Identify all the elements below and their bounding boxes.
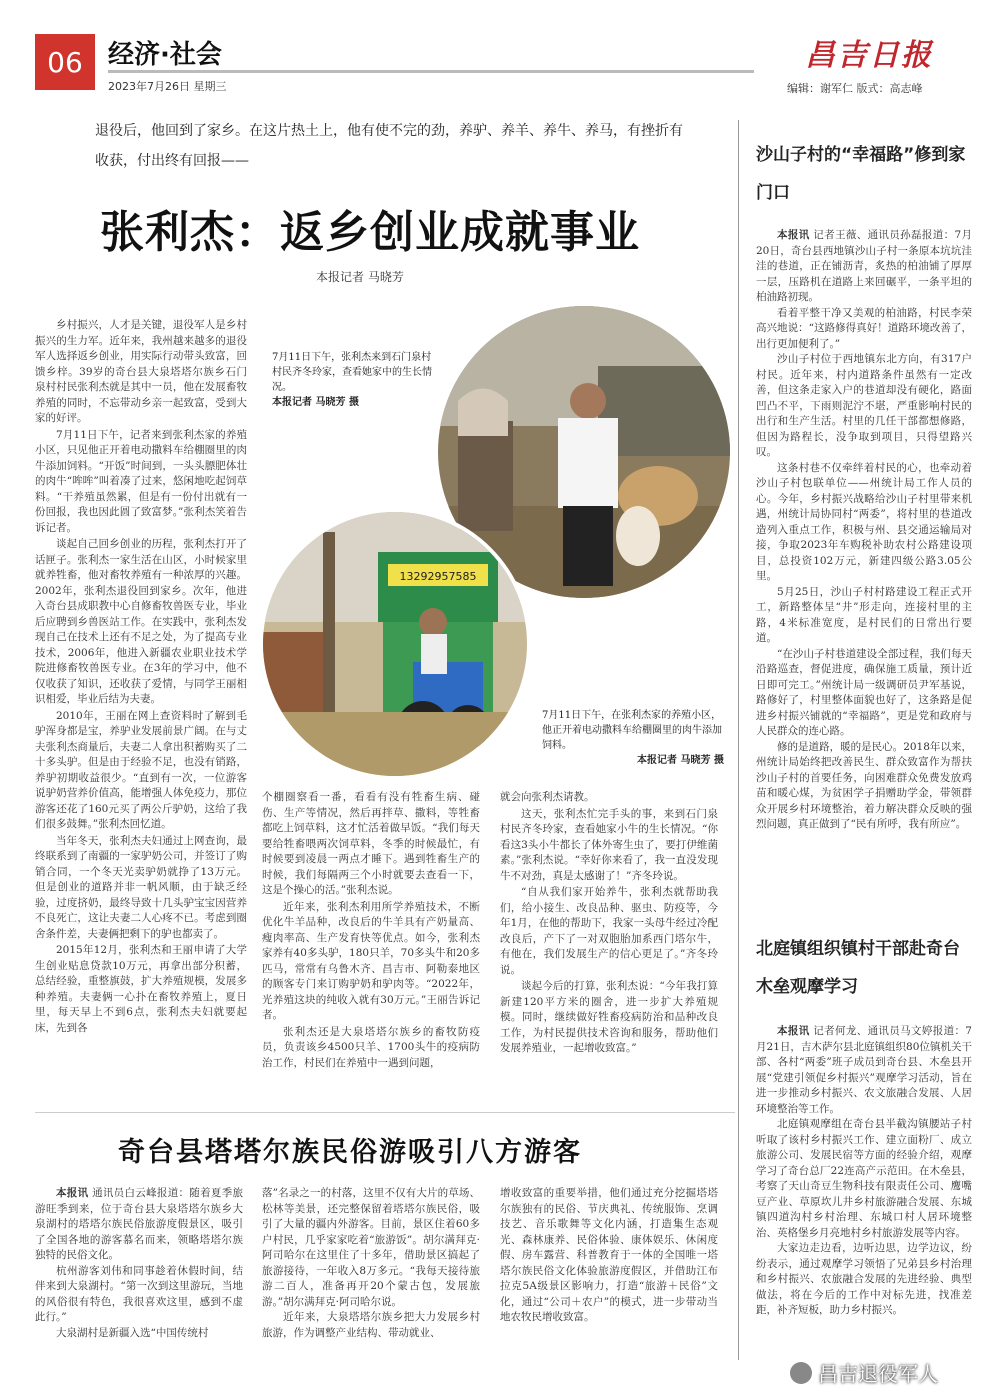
article-headline: 张利杰：返乡创业成就事业	[100, 207, 640, 258]
wechat-avatar-icon	[790, 1362, 812, 1384]
paragraph: 就会向张利杰请教。	[500, 791, 595, 803]
paragraph: 谈起今后的打算，张利杰说：“今年我打算新建120平方米的圈舍，进一步扩大养殖规模。同时，继续做好牲畜疫病防治和品种改良工作，为村民提供技术咨询和服务，帮助他们发展养殖业，一起增收致富。”	[500, 980, 718, 1054]
caption-text: 7月11日下午，张利杰来到石门泉村村民齐冬玲家，查看她家中的生长情况。	[272, 352, 432, 393]
paragraph-text: 记者何龙、通讯员马文婷报道：7月21日，吉木萨尔县北庭镇组织80位镇机关干部、各村“两委”班子成员到奇台县、木垒县开展“党建引领促乡村振兴”观摩学习活动，旨在进一步推动乡村振兴、农文旅融合发展、人居环境整治等工作。	[756, 1025, 972, 1115]
paragraph: 修的是道路，暖的是民心。2018年以来，州统计局始终把改善民生、群众致富作为帮扶沙山子村的首要任务，向困难群众免费发放鸡苗和暖心煤，为贫困学子捐赠助学金，带领群众开展乡村环境整治，着力解决群众反映的强烈问题，真正做到了“民有所呼，我有所应”。	[756, 740, 972, 830]
paragraph: 2015年12月，张利杰和王丽申请了大学生创业贴息贷款10万元，再拿出部分积蓄，总结经验，重整旗鼓，扩大养殖规模，发展多种养殖。夫妻俩一心扑在畜牧养殖上，夏日里，每天早上不到6点，张利杰夫妇就要起床，先到各	[35, 944, 247, 1034]
article-intro: 退役后，他回到了家乡。在这片热土上，他有使不完的劲，养驴、养羊、养牛、养马，有挫折有收获，付出终有回报——	[95, 123, 683, 169]
side-article-1-title: 沙山子村的“幸福路”修到家门口	[756, 145, 966, 203]
article-column-3	[500, 790, 718, 1058]
paragraph: 看着平整干净又美观的柏油路，村民李荣高兴地说：“这路修得真好！道路环境改善了，出行更加便利了。”	[756, 306, 972, 350]
paragraph: 落”名录之一的村落，这里不仅有大片的草场、松林等美景，还完整保留着塔塔尔族民俗，吸引了大量的疆内外游客。目前，景区住着60多户村民，几乎家家吃着“旅游饭”。胡尔满拜克·阿司哈尔在这里住了十多年，借助景区搞起了旅游接待，一年收入8万多元。“我每天接待旅游二百人，准备再开20个蒙古包，发展旅游。”胡尔满拜克·阿司哈尔说。	[262, 1187, 480, 1308]
paragraph: 增收致富的重要举措，他们通过充分挖掘塔塔尔族独有的民俗、节庆典礼、传统服饰、烹调技艺、音乐歌舞等文化内涵，打造集生态观光、森林康养、民俗体验、康体娱乐、休闲度假、房车露营、科普教育于一体的全国唯一塔塔尔族民俗文化体验旅游度假区，并借助江布拉克5A级景区影响力，打造“旅游＋民俗”文化，通过“公司＋农户”的模式，进一步带动当地农牧民增收致富。	[500, 1187, 718, 1323]
paragraph: 北庭镇观摩组在奇台县半截沟镇腰站子村听取了该村乡村振兴工作、建立面粉厂、成立旅游公司、发展民宿等方面的经验介绍，观摩学习了奇台总厂22连高产示范田。在木垒县，考察了天山奇豆生物科技有限责任公司、鹰嘴豆产业、草原坎儿井乡村旅游融合发展、东城镇四道沟村乡村治理、东城口村人居环境整治、英格堡乡月亮地村乡村旅游发展等内容。	[756, 1118, 972, 1239]
paragraph	[35, 1186, 243, 1264]
paragraph: 5月25日，沙山子村村路建设工程正式开工，新路整体呈“井”形走向，连接村里的主路，4米标准宽度，是村民们的日常出行要道。	[756, 585, 972, 644]
page-number: 06	[35, 34, 95, 90]
dateline: 2023年7月26日 星期三	[108, 80, 227, 93]
section-title: 经济·社会	[108, 40, 222, 70]
lead-label: 本报讯	[777, 229, 810, 241]
paragraph: “在沙山子村巷道建设全部过程，我们每天沿路巡查，督促进度，确保施工质量，预计近日即可完工。”州统计局一级调研员尹军基说，路修好了，村里整体面貌也好了，这条路是促进乡村振兴铺就的“幸福路”，更是党和政府与人民群众的连心路。	[756, 647, 972, 737]
bottom-column-1	[35, 1186, 243, 1341]
header-rule	[108, 70, 754, 73]
side-article-1-body	[756, 228, 972, 833]
lead-label: 本报讯	[56, 1187, 89, 1199]
paragraph: “自从我们家开始养牛，张利杰就帮助我们，给小接生、改良品种、驱虫、防疫等，今年1月，在他的帮助下，我家一头母牛经过冷配改良后，产下了一对双胞胎加系西门塔尔牛，有他在，我们发展生产的信心更足了。”齐冬玲说。	[500, 886, 718, 976]
bottom-column-2	[262, 1186, 480, 1341]
paragraph: 这条村巷不仅牵绊着村民的心，也牵动着沙山子村包联单位——州统计局工作人员的心。今年，乡村振兴战略给沙山子村里带来机遇，州统计局协同村“两委”，将村里的巷道改造列入重点工作，积极与州、县交通运输局对接，争取2023年车购税补助农村公路建设项目，总投资102万元，新建四级公路3.05公里。	[756, 461, 972, 582]
truck-phone-number: 13292957585	[399, 570, 477, 583]
paragraph: 7月11日下午，记者来到张利杰家的养殖小区，只见他正开着电动撒料车给棚圈里的肉牛添加饲料。“开饭”时间到，一头头膘肥体壮的肉牛“哞哞”叫着凑了过来，悠闲地吃起饲草料。“干养殖虽然累，但是有一份付出就有一份回报，我也因此圆了致富梦。”张利杰笑着告诉记者。	[35, 428, 247, 534]
paragraph: 近年来，张利杰利用所学养殖技术，不断优化牛羊品种，改良后的牛羊具有产奶量高、瘦肉率高、生产发育快等优点。如今，张利杰家养有40多头驴，180只羊，70多头牛和20多匹马，常常有乌鲁木齐、昌吉市、阿勒泰地区的顾客专门来订购驴奶和驴肉等。“2022年，光养殖这块的纯收入就有30万元。”王丽告诉记者。	[262, 900, 480, 1021]
paragraph: 这天，张利杰忙完手头的事，来到石门泉村民齐冬玲家，查看她家小牛的生长情况。“你看这3头小牛都长了体外寄生虫了，要打伊维菌素。”张利杰说。“幸好你来看了，我一直没发现牛不对劲，真是太感谢了！”齐冬玲说。	[500, 807, 718, 882]
paragraph: 谈起自己回乡创业的历程，张利杰打开了话匣子。张利杰一家生活在山区，小时候家里就养牲畜，他对畜牧养殖有一种浓厚的兴趣。2002年，张利杰退役回到家乡。次年，他进入奇台县成职教中心自修畜牧兽医专业，毕业后应聘到乡兽医站工作。在实践中，张利杰发现自己在技术上还有不足之处，为了提高专业技术，2006年，他进入新疆农业职业技术学院进修畜牧兽医专业。在3年的学习中，他不仅收获了知识，还收获了爱情，与同学王丽相识相爱，毕业后结为夫妻。	[35, 538, 247, 705]
watermark	[790, 1358, 938, 1387]
paragraph: 张利杰还是大泉塔塔尔族乡的畜牧防疫员，负责该乡4500只羊、1700头牛的疫病防治工作，村民们在养殖中一遇到问题，	[262, 1025, 480, 1069]
paragraph: 2010年，王丽在网上查资料时了解到毛驴浑身都是宝，养驴业发展前景广阔。在与丈夫张利杰商量后，夫妻二人拿出积蓄购买了二十多头驴。但是由于经验不足，也没有销路，养驴初期收益很少。“直到有一次，一位游客说驴奶营养价值高，能增强人体免疫力，那位游客还花了160元买了两公斤驴奶，这给了我们很多鼓舞。”张利杰回忆道。	[35, 709, 247, 830]
paragraph: 大泉湖村是新疆入选“中国传统村	[56, 1326, 209, 1339]
paragraph-text: 通讯员白云峰报道：随着夏季旅游旺季到来，位于奇台县大泉塔塔尔族乡大泉湖村的塔塔尔族民俗旅游度假景区，吸引了全国各地的游客慕名而来，领略塔塔尔族独特的民俗文化。	[35, 1187, 244, 1261]
caption-text: 7月11日下午，在张利杰家的养殖小区，他正开着电动撒料车给棚圈里的肉牛添加饲料。	[542, 710, 722, 751]
paragraph	[756, 1024, 972, 1117]
side-article-2-title: 北庭镇组织镇村干部赴奇台木垒观摩学习	[756, 939, 960, 997]
bottom-column-3	[500, 1186, 718, 1326]
photo-caption-1	[272, 350, 438, 410]
paragraph: 个棚圈察看一番，看看有没有牲畜生病、碰伤、生产等情况，然后再拌草、撒料，等牲畜都吃上饲草料，这才忙活着做早饭。“我们每天要给牲畜喂两次饲草料，冬季的时候最忙，有时候要到凌晨一两点才睡下。遇到牲畜生产的时候，我们每隔两三个小时就要去查看一下，这是个操心的活。”张利杰说。	[262, 791, 480, 896]
article-column-2	[262, 790, 480, 1072]
column-divider	[738, 120, 739, 1360]
paragraph: 沙山子村位于西地镇东北方向，有317户村民。近年来，村内道路条件虽然有一定改善，但这条走家入户的巷道却没有硬化，路面凹凸不平，下雨则泥泞不堪，严重影响村民的出行和生产生活。村里的几任干部都想修路，但因为路程长，没争取到项目，只得望路兴叹。	[756, 353, 972, 458]
photo-caption-2	[542, 708, 724, 768]
bottom-article-headline: 奇台县塔塔尔族民俗游吸引八方游客	[118, 1137, 582, 1168]
lead-label: 本报讯	[777, 1025, 810, 1037]
caption-credit: 本报记者 马晓芳 摄	[637, 755, 724, 766]
newspaper-logo: 昌吉日报	[805, 38, 933, 73]
editors-credit: 编辑：谢军仁 版式：高志峰	[787, 82, 923, 95]
side-article-2-body	[756, 1024, 972, 1319]
paragraph: 近年来，大泉塔塔尔族乡把大力发展乡村旅游，作为调整产业结构、带动就业、	[262, 1311, 480, 1339]
paragraph: 杭州游客刘伟和同事趁着休假时间，结伴来到大泉湖村。“第一次到这里游玩，当地的风俗很有特色，我很喜欢这里，感到不虚此行。”	[35, 1264, 243, 1323]
paragraph	[756, 228, 972, 306]
photo-feed-truck	[259, 508, 531, 780]
paragraph: 乡村振兴，人才是关键，退役军人是乡村振兴的生力军。近年来，我州越来越多的退役军人选择返乡创业，用实际行动带头致富，回馈乡梓。39岁的奇台县大泉塔塔尔族乡石门泉村村民张利杰就是其中一员，他在发展畜牧养殖的同时，不忘带动乡亲一起致富，受到大家的好评。	[35, 319, 247, 424]
paragraph: 当年冬天，张利杰夫妇通过上网查询，最终联系到了南疆的一家驴奶公司，并签订了购销合同，一个冬天光卖驴奶就挣了13万元。但是创业的道路并非一帆风顺，由于缺乏经验，过度挤奶，最终导致十几头驴宝宝因营养不良死亡，这让夫妻二人心疼不已。考虑到圈舍条件差，夫妻俩把剩下的驴也都卖了。	[35, 834, 247, 940]
caption-credit: 本报记者 马晓芳 摄	[272, 397, 359, 408]
paragraph-text: 记者王薇、通讯员孙磊报道：7月20日，奇台县西地镇沙山子村一条原本坑坑洼洼的巷道，正在铺沥青，炙热的柏油铺了厚厚一层，压路机在道路上来回碾平，一条平坦的柏油路初现。	[756, 229, 972, 303]
paragraph: 大家边走边看，边听边思，边学边议，纷纷表示，通过观摩学习领悟了兄弟县乡村治理和乡村振兴、农旅融合发展的先进经验、典型做法，将在今后的工作中对标先进，找准差距，补齐短板，助力乡村振兴。	[756, 1242, 972, 1316]
section-divider	[35, 1112, 735, 1113]
watermark-text: 昌吉退役军人	[818, 1362, 938, 1386]
article-column-1	[35, 318, 247, 1037]
article-byline: 本报记者 马晓芳	[316, 270, 404, 284]
